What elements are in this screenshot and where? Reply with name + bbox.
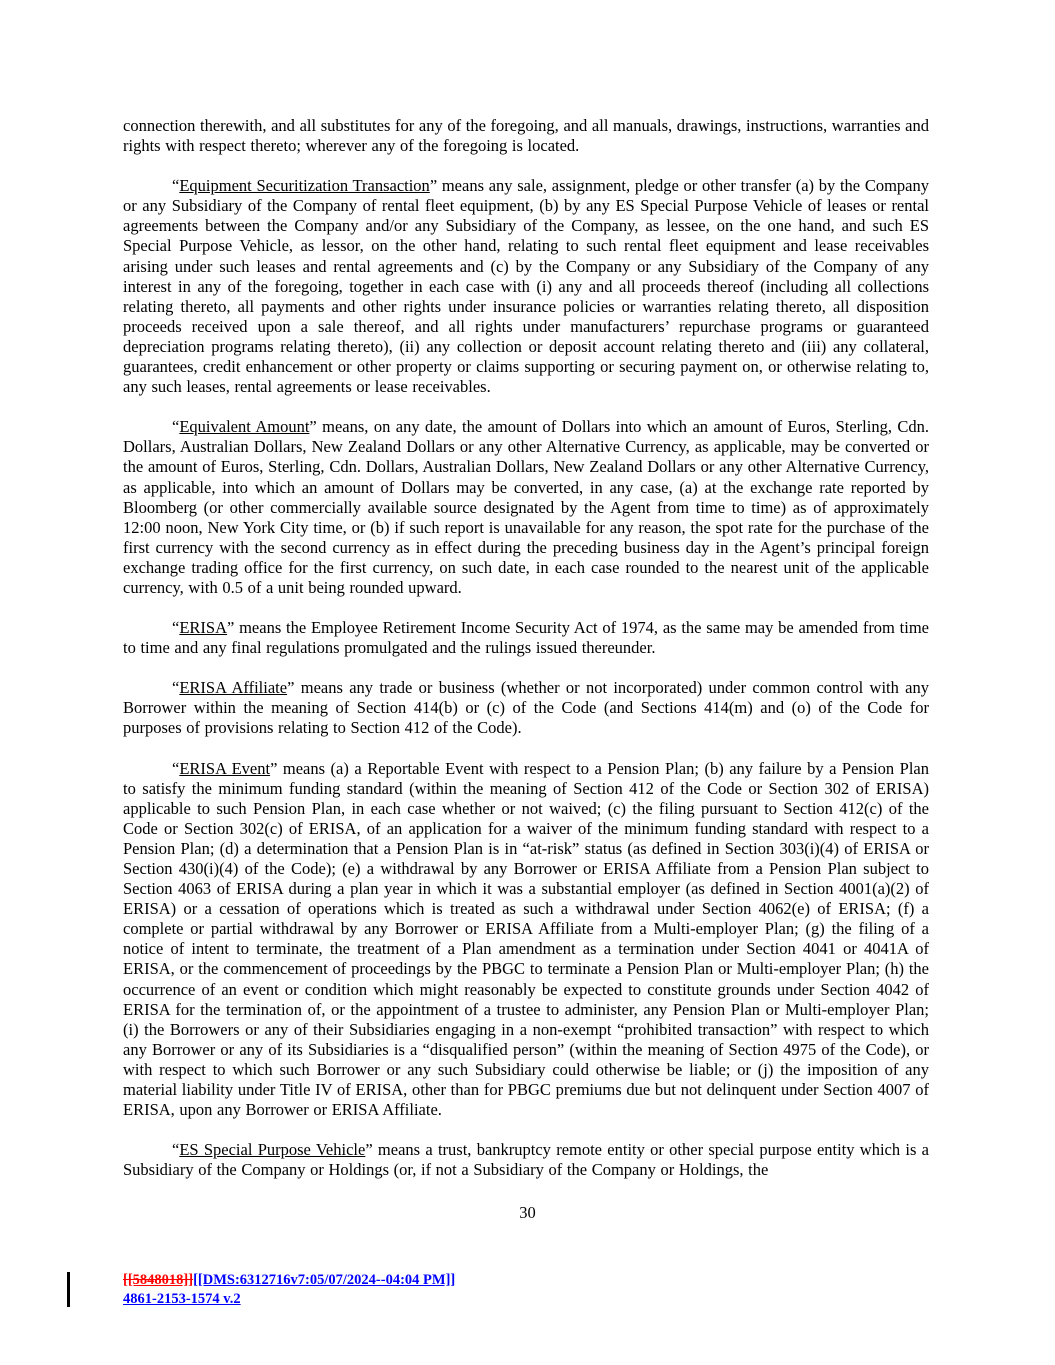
paragraph-text: ” means (a) a Reportable Event with respect to a Pension Plan; (b) any failure by a Pension Plan to satisfy the minimum funding standard (within the meaning of Section 412 of the Code or Section 302 of ERISA) applicable to such Pension Plan, in each case whether or not waived; (c) the filing pursuant to Section 412(c) of the Code or Section 302(c) of ERISA, of an application for a waiver of the minimum funding standard with respect to a Pension Plan; (d) a determination that a Pension Plan is in “at-risk” status (as defined in Section 303(i)(4) of ERISA or Section 430(i)(4) of the Code); (e) a withdrawal by any Borrower or ERISA Affiliate from a Pension Plan subject to Section 4063 of ERISA during a plan year in which it was a substantial employer (as defined in Section 4001(a)(2) of ERISA) or a cessation of operations which is treated as such a withdrawal under Section 4062(e) of ERISA; (f) a complete or partial withdrawal by any Borrower or ERISA Affiliate from a Multi-employer Plan; (g) the filing of a notice of intent to terminate, the treatment of a Plan amendment as a termination under Section 4041 or 4041A of ERISA, or the commencement of proceedings by the PBGC to terminate a Pension Plan or Multi-employer Plan; (h) the occurrence of an event or condition which might reasonably be expected to constitute grounds under Section 4042 of ERISA for the termination of, or the appointment of a trustee to administer, any Pension Plan or Multi-employer Plan; (i) the Borrowers or any of their Subsidiaries engaging in a non-exempt “prohibited transaction” with respect to which any Borrower or any of its Subsidiaries is a “disqualified person” (within the meaning of Section 4975 of the Code), or with respect to which such Borrower or any such Subsidiary could otherwise be liable; or (j) the imposition of any material liability under Title IV of ERISA, other than for PBGC premiums due but not delinquent under Section 4007 of ERISA, upon any Borrower or ERISA Affiliate. — [123, 758, 929, 1120]
paragraph — [123, 116, 929, 156]
paragraph-text: ” means any trade or business (whether or not incorporated) under common control with any Borrower within the meaning of Section 414(b) or (c) of the Code (and Sections 414(m) and (o) of the Code for purposes of provisions relating to Section 412 of the Code). — [123, 678, 929, 738]
paragraph-text: ” means the Employee Retirement Income Security Act of 1974, as the same may be amended from time to time and any final regulations promulgated and the rulings issued thereunder. — [123, 618, 929, 658]
paragraph-text: “ — [172, 176, 180, 196]
paragraph-text: “ — [172, 618, 180, 638]
footer-deleted-doc-id: [[5848018]] — [123, 1272, 194, 1288]
change-bar — [67, 1272, 70, 1307]
paragraph-text: ” means any sale, assignment, pledge or other transfer (a) by the Company or any Subsidiary of the Company of rental fleet equipment, (b) by any ES Special Purpose Vehicle of leases or rental agreements between the Company and/or any Subsidiary of the Company, as lessee, on the one hand, and such ES Special Purpose Vehicle, as lessor, on the other hand, relating to such rental fleet equipment and lease receivables arising under such leases and rental agreements and (c) by the Company or any Subsidiary of the Company of any interest in any of the foregoing, together in each case with (i) any and all proceeds thereof (including all collections relating thereto, all payments and other rights under insurance policies or warranties relating thereto, all disposition proceeds received upon a sale thereof, and all rights under manufacturers’ repurchase programs or guaranteed depreciation programs relating thereto), (ii) any collection or deposit account relating thereto and (iii) any collateral, guarantees, credit enhancement or other property or claims supporting or securing payment on, or otherwise relating to, any such leases, rental agreements or lease receivables. — [123, 176, 930, 397]
defined-term: Equipment Securitization Transaction — [179, 176, 430, 196]
paragraph-text: ” means a trust, bankruptcy remote entity or other special purpose entity which is a Subsidiary of the Company or Holdings (or, if not a Subsidiary of the Company or Holdings, the — [123, 1140, 929, 1180]
page-number: 30 — [519, 1203, 536, 1222]
defined-term: ERISA Event — [179, 758, 271, 778]
defined-term: ERISA Affiliate — [179, 678, 288, 698]
footer-dms-stamp: [[DMS:6312716v7:05/07/2024--04:04 PM]] — [193, 1272, 456, 1288]
footer-line-2 — [123, 1290, 455, 1309]
defined-term: ES Special Purpose Vehicle — [179, 1140, 366, 1160]
paragraph — [123, 417, 929, 598]
paragraph-text: connection therewith, and all substitutes for any of the foregoing, and all manuals, drawings, instructions, warranties and rights with respect thereto; wherever any of the foregoing is located. — [123, 116, 929, 156]
paragraph-text: “ — [172, 417, 180, 437]
footer-line-1 — [123, 1271, 455, 1290]
paragraph — [123, 1140, 929, 1180]
defined-term: Equivalent Amount — [179, 417, 310, 437]
paragraph — [123, 176, 929, 397]
paragraph-text: “ — [172, 758, 180, 778]
defined-term: ERISA — [179, 618, 227, 638]
paragraph — [123, 618, 929, 658]
paragraph-text: “ — [172, 1140, 180, 1160]
paragraph-text: ” means, on any date, the amount of Dollars into which an amount of Euros, Sterling, Cdn. Dollars, Australian Dollars, New Zealand Dollars or any other Alternative Currency, as applicable, may be converted or the amount of Euros, Sterling, Cdn. Dollars, Australian Dollars, New Zealand Dollars or any other Alternative Currency, as applicable, into which an amount of Dollars may be converted, in any case, (a) at the exchange rate reported by Bloomberg (or other commercially available source designated by the Agent from time to time) as of approximately 12:00 noon, New York City time, or (b) if such report is unavailable for any reason, the spot rate for the purchase of the first currency with the second currency as in effect during the preceding business day in the Agent’s principal foreign exchange trading office for the first currency, on such date, in each case rounded to the nearest unit of the applicable currency, with 0.5 of a unit being rounded upward. — [123, 417, 929, 597]
body-text — [123, 116, 929, 1200]
paragraph — [123, 759, 929, 1121]
paragraph — [123, 678, 929, 738]
footer-doc-version: 4861-2153-1574 v.2 — [123, 1291, 241, 1307]
paragraph-text: “ — [172, 678, 180, 698]
footer — [123, 1271, 455, 1309]
